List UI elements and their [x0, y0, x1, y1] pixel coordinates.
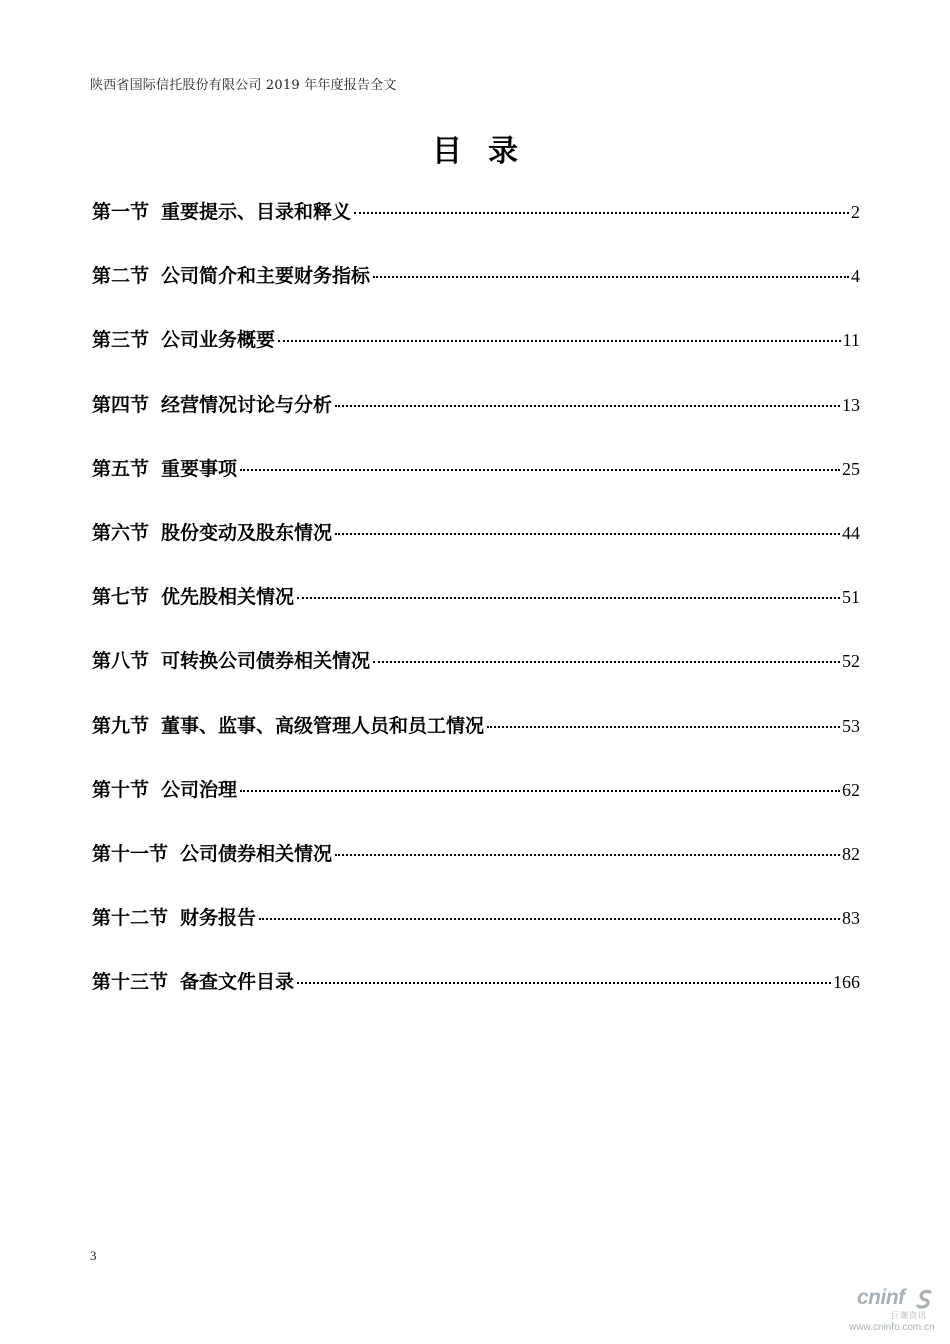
toc-section-title: 优先股相关情况: [161, 586, 295, 609]
dot-leader: [240, 469, 840, 471]
dot-leader: [335, 533, 840, 535]
toc-section-number: 第一节: [92, 201, 150, 223]
dot-leader: [240, 790, 840, 792]
page-number: 3: [90, 1248, 97, 1263]
page-title: 目录: [432, 134, 544, 169]
toc-page-number: 83: [842, 908, 860, 929]
toc-section-number: 第十三节: [92, 971, 169, 994]
dot-leader: [297, 982, 831, 984]
toc-section-title: 重要事项: [161, 457, 238, 480]
toc-entry[interactable]: [92, 325, 860, 389]
toc-page-number: 13: [842, 394, 860, 415]
toc-page-number: 166: [833, 972, 860, 993]
toc-section-number: 第三节: [92, 329, 150, 352]
toc-entry[interactable]: [92, 967, 860, 1031]
toc-entry[interactable]: [92, 390, 860, 454]
toc-section-title: 公司债券相关情况: [180, 842, 333, 865]
dot-leader: [259, 918, 840, 920]
dot-leader: [373, 276, 849, 278]
toc-page-number: 52: [842, 651, 860, 672]
toc-section-title: 董事、监事、高级管理人员和员工情况: [161, 714, 485, 737]
toc-entry[interactable]: [92, 646, 860, 710]
toc-section-number: 第十二节: [92, 907, 169, 930]
toc-page-number: 11: [842, 330, 860, 351]
toc-section-number: 第七节: [92, 586, 150, 609]
toc-entry[interactable]: [92, 582, 860, 646]
toc-entry[interactable]: [92, 454, 860, 518]
toc-page-number: 53: [842, 715, 860, 736]
toc-page-number: 2: [851, 202, 860, 222]
toc-section-number: 第八节: [92, 650, 150, 673]
watermark-url: www.cninfo.com.cn: [849, 1322, 935, 1333]
toc-section-title: 备查文件目录: [180, 971, 295, 994]
dot-leader: [373, 661, 840, 663]
document-header: 陕西省国际信托股份有限公司 2019 年年度报告全文: [90, 78, 397, 93]
toc-section-title: 公司治理: [161, 778, 238, 801]
toc-entry[interactable]: [92, 197, 860, 261]
toc-page-number: 25: [842, 458, 860, 479]
toc-section-number: 第二节: [92, 265, 150, 288]
dot-leader: [297, 597, 840, 599]
table-of-contents: [92, 197, 860, 1031]
toc-section-number: 第四节: [92, 393, 150, 416]
toc-section-title: 可转换公司债券相关情况: [161, 650, 371, 673]
toc-section-number: 第九节: [92, 714, 150, 737]
cninfo-watermark: [843, 1286, 947, 1338]
cninfo-logo-icon: [916, 1289, 934, 1311]
toc-section-title: 股份变动及股东情况: [161, 521, 333, 544]
toc-section-title: 重要提示、目录和释义: [161, 201, 352, 223]
watermark-subtitle: 巨潮资讯: [891, 1311, 927, 1320]
toc-page-number: 62: [842, 779, 860, 800]
toc-section-title: 经营情况讨论与分析: [161, 393, 333, 416]
toc-section-title: 公司简介和主要财务指标: [161, 265, 371, 288]
dot-leader: [487, 726, 840, 728]
toc-page-number: 51: [842, 587, 860, 608]
toc-entry[interactable]: [92, 775, 860, 839]
toc-section-number: 第六节: [92, 521, 150, 544]
toc-entry[interactable]: [92, 261, 860, 325]
toc-page-number: 4: [851, 266, 860, 287]
toc-entry[interactable]: [92, 839, 860, 903]
toc-section-title: 财务报告: [180, 907, 257, 930]
watermark-logo-text: cninf: [857, 1286, 905, 1309]
toc-section-number: 第五节: [92, 457, 150, 480]
dot-leader: [278, 340, 841, 342]
dot-leader: [335, 854, 840, 856]
toc-page-number: 82: [842, 843, 860, 864]
toc-entry[interactable]: [92, 518, 860, 582]
toc-section-number: 第十一节: [92, 842, 169, 865]
toc-section-title: 公司业务概要: [161, 329, 276, 352]
toc-entry[interactable]: [92, 711, 860, 775]
toc-entry[interactable]: [92, 903, 860, 967]
dot-leader: [354, 212, 849, 214]
toc-page-number: 44: [842, 522, 860, 543]
toc-section-number: 第十节: [92, 778, 150, 801]
dot-leader: [335, 405, 840, 407]
